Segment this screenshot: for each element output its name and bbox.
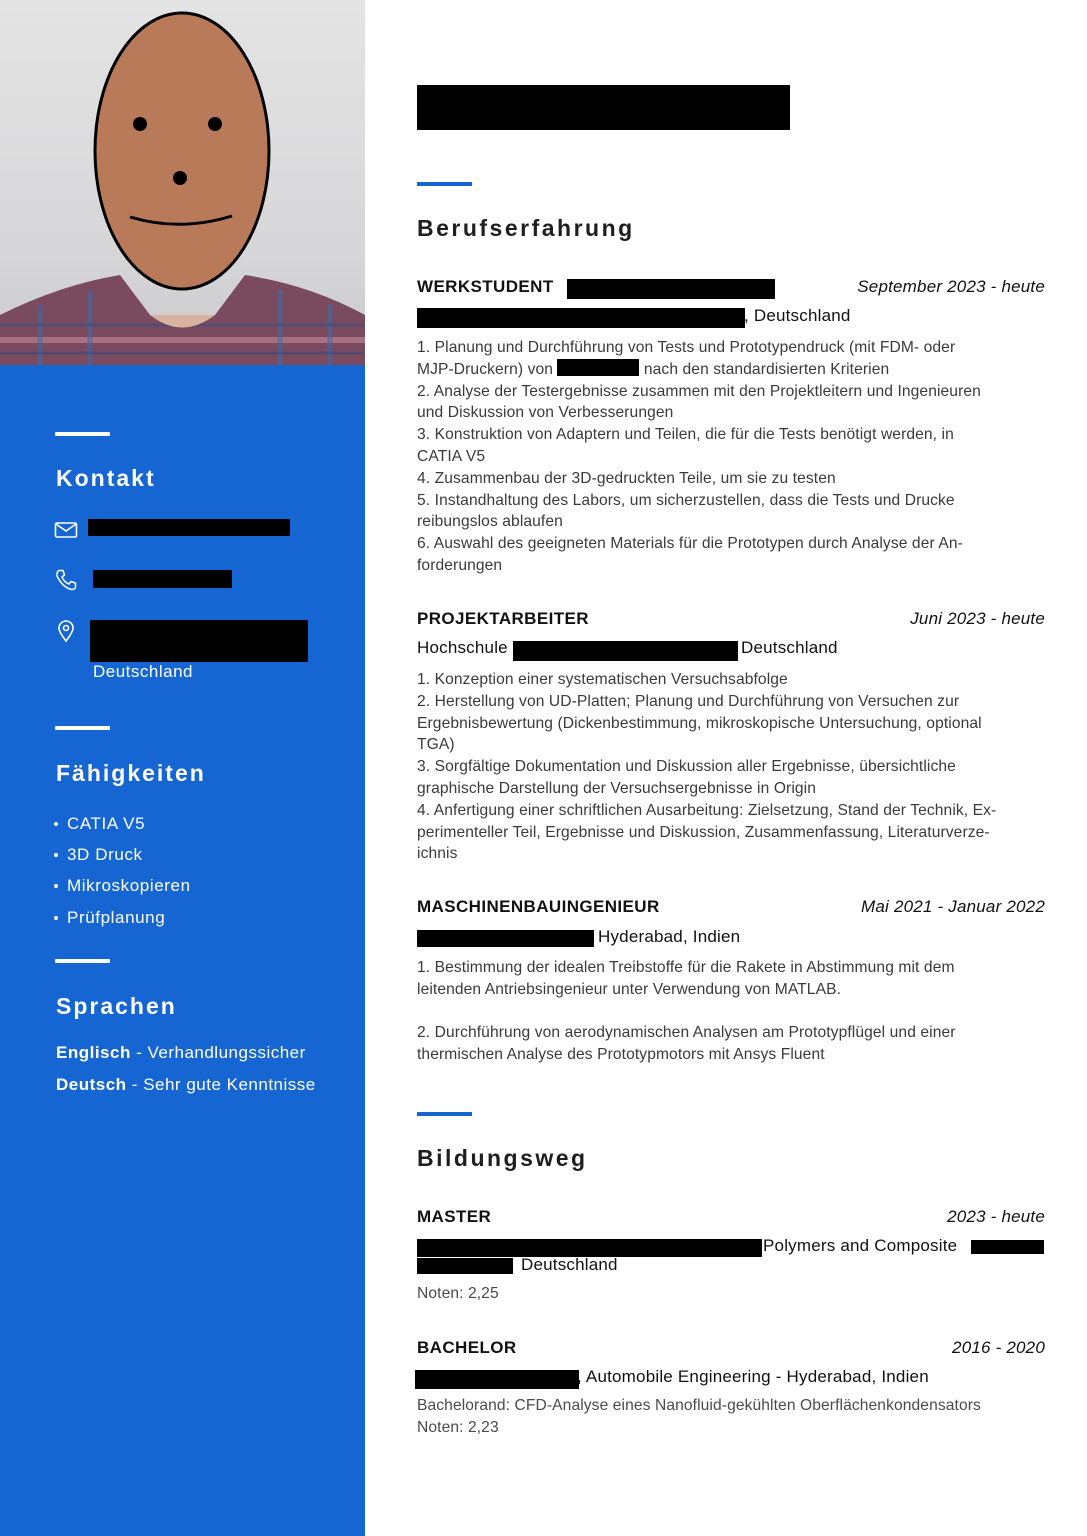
program-redacted [971,1240,1044,1254]
duty-line: TGA) [417,736,455,754]
duty-line: perimenteller Teil, Ergebnisse und Diskussion, Zusammenfassung, Literaturverze- [417,823,990,841]
skill-item: CATIA V5 [54,808,191,839]
duty-line: 2. Durchführung von aerodynamischen Analysen am Prototypflügel und einer [417,1024,956,1042]
job-location: Hyderabad, Indien [598,927,741,946]
job-date: September 2023 - heute [857,277,1045,296]
duty-line: 4. Zusammenbau der 3D-gedruckten Teile, um sie zu testen [417,469,836,487]
main-content [417,0,1047,1536]
degree-grade: Noten: 2,23 [417,1419,499,1436]
duty-line: 1. Planung und Durchführung von Tests und Prototypendruck (mit FDM- oder [417,339,956,356]
duty-line: CATIA V5 [417,447,486,465]
location-icon [54,619,78,643]
university-redacted [415,1370,579,1389]
degree-grade: Noten: 2,25 [417,1285,499,1302]
skills-heading: Fähigkeiten [56,760,206,786]
duty-line [417,1001,1047,1023]
duty-line: 3. Konstruktion von Adaptern und Teilen, die für die Tests benötigt werden, in [417,426,954,444]
duty-line: 3. Sorgfältige Dokumentation und Diskussion aller Ergebnisse, übersichtliche [417,758,956,776]
skills-list [54,808,191,933]
duty-line: 1. Konzeption einer systematischen Versuchsabfolge [417,671,788,688]
duty-line: ichnis [417,845,458,863]
duty-line: und Diskussion von Verbesserungen [417,404,674,422]
job-location: Deutschland [741,638,838,657]
mail-icon [54,518,78,542]
duty-line: 6. Auswahl des geeigneten Materials für die Prototypen durch Analyse der An- [417,535,963,553]
experience-heading: Berufserfahrung [417,215,635,241]
thesis-title: Bachelorand: CFD-Analyse eines Nanofluid-gekühlten Oberflächenkondensators [417,1397,981,1414]
company-redacted [417,930,594,947]
duty-line: leitenden Antriebsingenieur unter Verwendung von MATLAB. [417,980,842,998]
duty-line: thermischen Analyse des Prototypmotors mit Ansys Fluent [417,1046,825,1064]
job-title: WERKSTUDENT [417,277,554,296]
duty-line: Ergebnisbewertung (Dickenbestimmung, mikroskopische Untersuchung, optional [417,714,982,732]
degree-title: MASTER [417,1207,492,1226]
job-duties [417,669,1047,865]
duty-line: 2. Analyse der Testergebnisse zusammen mit den Projektleitern und Ingenieuren [417,382,981,400]
degree-date: 2023 - heute [947,1207,1045,1226]
program-name: Polymers and Composite [763,1236,958,1255]
duty-line: 4. Anfertigung einer schriftlichen Ausarbeitung: Zielsetzung, Stand der Technik, Ex- [417,801,997,819]
company-redacted [567,279,775,299]
job-date: Juni 2023 - heute [910,609,1045,628]
languages-heading: Sprachen [56,993,177,1019]
skill-item: Mikroskopieren [54,871,191,902]
education-heading: Bildungsweg [417,1145,588,1171]
program-redacted [417,1258,513,1274]
language-item: Deutsch - Sehr gute Kenntnisse [56,1075,316,1094]
degree-program: , Automobile Engineering - Hyderabad, Indien [577,1367,929,1386]
phone-icon [54,568,78,592]
job-date: Mai 2021 - Januar 2022 [861,897,1045,916]
address-country: Deutschland [93,662,194,681]
duty-line: graphische Darstellung der Versuchsergebnisse in Origin [417,779,817,797]
degree-location: Deutschland [521,1255,618,1274]
company-redacted [417,308,745,328]
job-duties [417,957,1047,1066]
address-redacted [90,620,308,662]
experience-accent [417,182,472,186]
phone-redacted [93,570,232,588]
job-organization: Hochschule [417,638,508,657]
profile-photo [0,0,365,365]
duty-line: MJP-Druckern) von nach den standardisierten Kriterien [417,360,890,378]
face-drawing [92,10,272,292]
duty-line: 5. Instandhaltung des Labors, um sicherzustellen, dass die Tests und Drucke [417,491,955,509]
company-redacted [557,359,639,376]
job-location: , Deutschland [744,306,851,325]
skill-item: 3D Druck [54,839,191,870]
education-accent [417,1112,472,1116]
job-title: MASCHINENBAUINGENIEUR [417,897,660,916]
email-redacted [88,519,290,536]
duty-line: 1. Bestimmung der idealen Treibstoffe für die Rakete in Abstimmung mit dem [417,959,955,976]
language-item: Englisch - Verhandlungssicher [56,1043,306,1062]
duty-line: 2. Herstellung von UD-Platten; Planung und Durchführung von Versuchen zur [417,692,960,710]
skills-divider [55,726,110,730]
name-redacted [417,85,790,130]
sidebar [0,0,365,1536]
degree-date: 2016 - 2020 [952,1338,1045,1357]
skill-item: Prüfplanung [54,902,191,933]
degree-title: BACHELOR [417,1338,517,1357]
contact-heading: Kontakt [56,465,156,491]
contact-divider [55,432,110,436]
duty-line: forderungen [417,556,503,574]
duty-line: reibungslos ablaufen [417,513,563,531]
languages-divider [55,959,110,963]
institution-redacted [513,641,738,661]
job-duties [417,337,1047,577]
job-title: PROJEKTARBEITER [417,609,589,628]
